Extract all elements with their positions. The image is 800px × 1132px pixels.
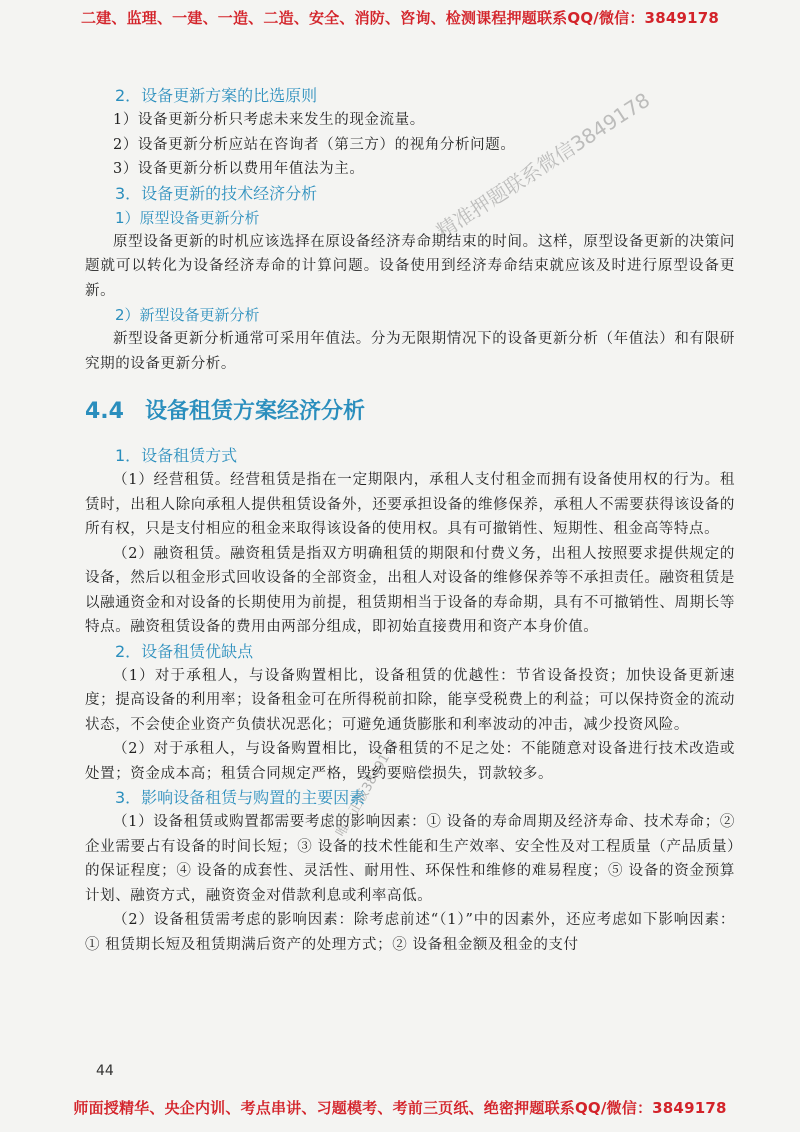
top-promo-banner: 二建、监理、一建、一造、二造、安全、消防、咨询、检测课程押题联系QQ/微信：3849178 [80, 9, 720, 27]
list-item: 1）设备更新分析只考虑未来发生的现金流量。 [113, 112, 425, 128]
section-title-text: 设备租赁方案经济分析 [145, 399, 366, 424]
paragraph-common-factors: （1）设备租赁或购置都需要考虑的影响因素：① 设备的寿命周期及经济寿命、技术寿命；② 企业需要占有设备的时间长短；③ 设备的技术性能和生产效率、安全性及对工程质量（产品质量）的保证程度；④ 设备的成套性、灵活性、耐用性、环保性和维修的难易程度；⑤ 设备的资金预算计划、融资方式，融资资金对借款利息或利率高低。 [85, 814, 735, 904]
heading-technical-economic-analysis: 3．设备更新的技术经济分析 [115, 183, 318, 203]
diagonal-watermark: 精准押题联系微信3849178 [432, 87, 655, 244]
heading-lease-types: 1．设备租赁方式 [115, 446, 238, 465]
section-number: 4.4 [85, 399, 124, 424]
subheading-new-type-renewal: 2）新型设备更新分析 [115, 306, 260, 324]
subheading-prototype-renewal: 1）原型设备更新分析 [115, 208, 260, 227]
bottom-promo-banner: 师面授精华、央企内训、考点串讲、习题模考、考前三页纸、绝密押题联系QQ/微信：3849178 [73, 1099, 727, 1117]
heading-lease-pros-cons: 2．设备租赁优缺点 [115, 641, 254, 661]
paragraph-finance-lease: （2）融资租赁。融资租赁是指双方明确租赁的期限和付费义务，出租人按照要求提供规定的设备，然后以租金形式回收设备的全部资金，出租人对设备的维修保养等不承担责任。融资租赁是以融通资金和对设备的长期使用为前提，租赁期相当于设备的寿命期，具有不可撤销性、周期长等特点。融资租赁设备的费用由两部分组成，即初始直接费用和资产本身价值。 [85, 545, 735, 635]
paragraph-lease-disadvantages: （2）对于承租人，与设备购置相比，设备租赁的不足之处：不能随意对设备进行技术改造或处置；资金成本高；租赁合同规定严格，毁约要赔偿损失，罚款较多。 [85, 741, 735, 782]
secondary-watermark: 唯一正版3849178 [333, 736, 402, 840]
list-item: 2）设备更新分析应站在咨询者（第三方）的视角分析问题。 [113, 136, 516, 153]
heading-comparison-principles: 2．设备更新方案的比选原则 [115, 86, 318, 105]
paragraph-operating-lease: （1）经营租赁。经营租赁是指在一定期限内，承租人支付租金而拥有设备使用权的行为。租赁时，出租人除向承租人提供租赁设备外，还要承担设备的维修保养，承租人不需要获得该设备的所有权，只是支付相应的租金来取得该设备的使用权。具有可撤销性、短期性、租金高等特点。 [85, 472, 735, 537]
list-item: 3）设备更新分析以费用年值法为主。 [113, 161, 365, 177]
paragraph-lease-advantages: （1）对于承租人，与设备购置相比，设备租赁的优越性：节省设备投资；加快设备更新速度；提高设备的利用率；设备租金可在所得税前扣除，能享受税费上的利益；可以保持资金的流动状态，不会使企业资产负债状况恶化；可避免通货膨胀和利率波动的冲击，减少投资风险。 [85, 667, 735, 733]
paragraph-lease-factors: （2）设备租赁需考虑的影响因素：除考虑前述“（1）”中的因素外，还应考虑如下影响因素：① 租赁期长短及租赁期满后资产的处理方式；② 设备租金额及租金的支付 [85, 912, 735, 953]
paragraph-prototype-renewal: 原型设备更新的时机应该选择在原设备经济寿命期结束的时间。这样，原型设备更新的决策问题就可以转化为设备经济寿命的计算问题。设备使用到经济寿命结束就应该及时进行原型设备更新。 [85, 233, 735, 299]
page-content [85, 84, 735, 957]
paragraph-new-type-renewal: 新型设备更新分析通常可采用年值法。分为无限期情况下的设备更新分析（年值法）和有限研究期的设备更新分析。 [85, 331, 735, 372]
page-number: 44 [96, 1063, 114, 1079]
heading-lease-purchase-factors: 3．影响设备租赁与购置的主要因素 [115, 788, 366, 807]
section-title [85, 392, 735, 432]
